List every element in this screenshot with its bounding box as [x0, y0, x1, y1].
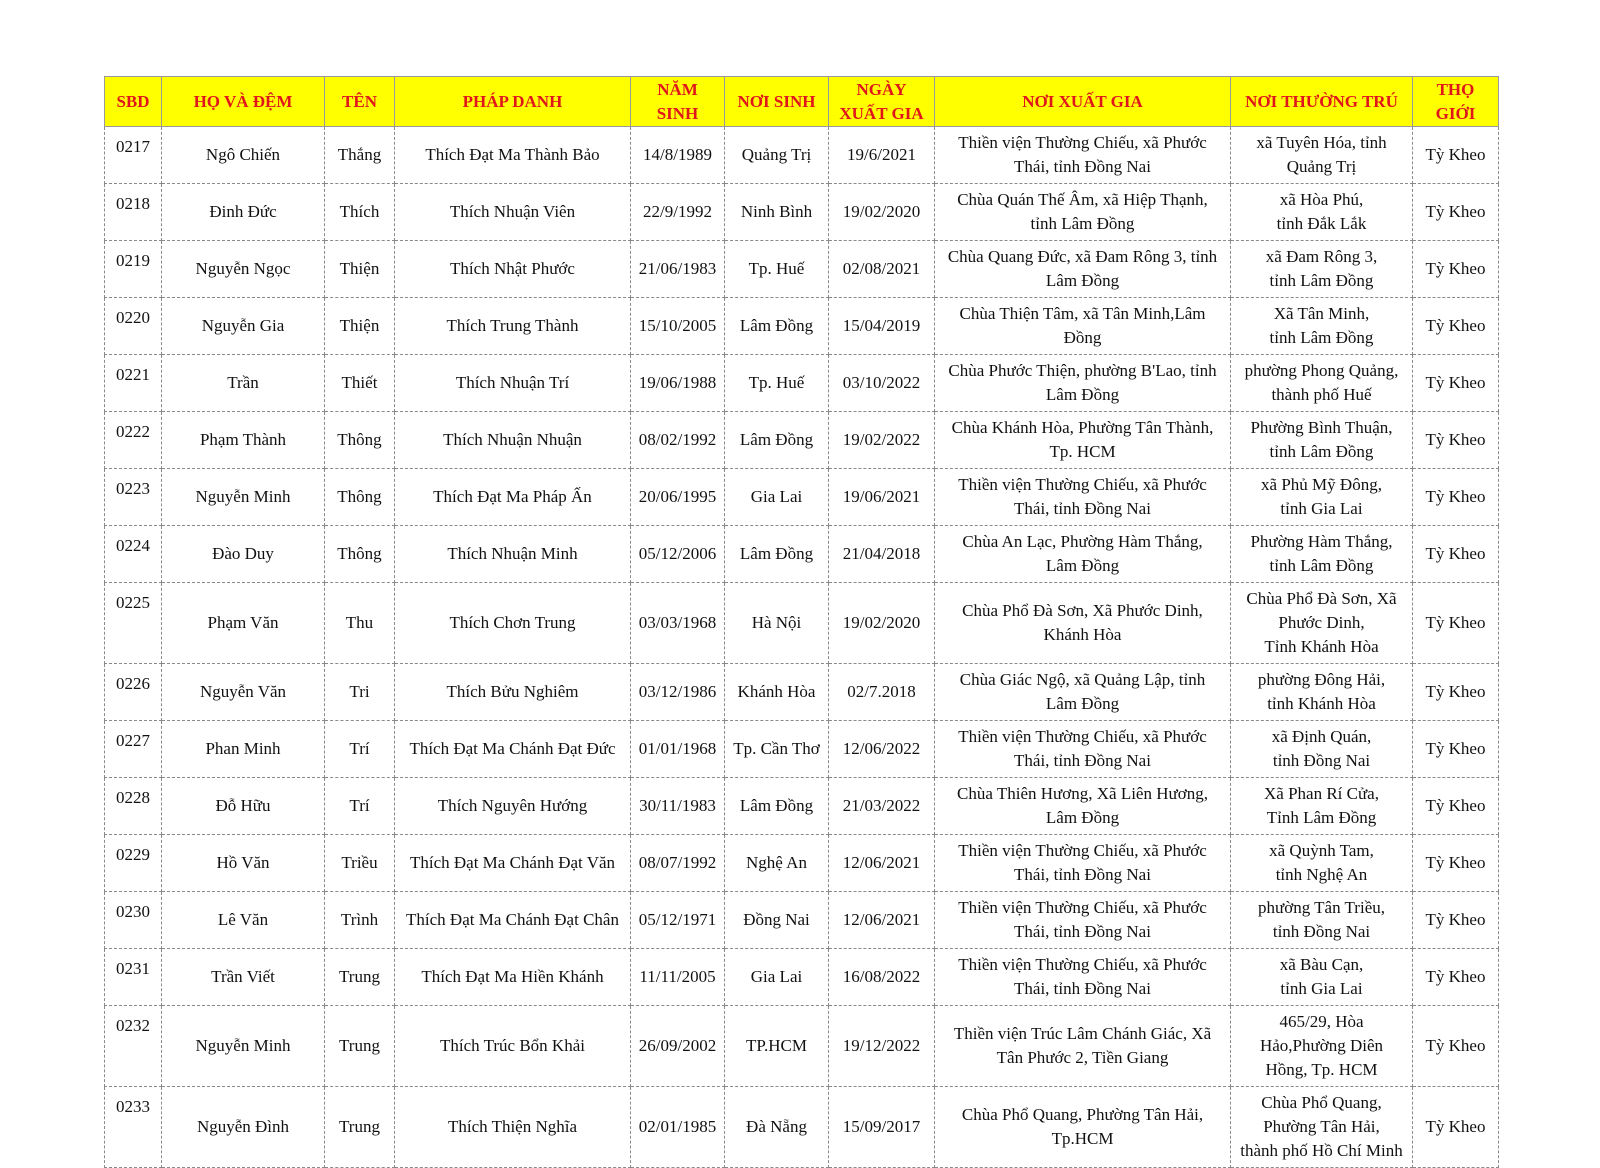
- table-row: [105, 184, 1499, 241]
- cell-tho-gioi: Tỳ Kheo: [1413, 355, 1499, 412]
- cell-noi-sinh: Gia Lai: [725, 949, 829, 1006]
- cell-tho-gioi: Tỳ Kheo: [1413, 184, 1499, 241]
- cell-tho-gioi: Tỳ Kheo: [1413, 241, 1499, 298]
- cell-ho-va-dem: Ngô Chiến: [162, 127, 325, 184]
- cell-phap-danh: Thích Nhuận Viên: [395, 184, 631, 241]
- cell-noi-sinh: TP.HCM: [725, 1006, 829, 1087]
- cell-tho-gioi: Tỳ Kheo: [1413, 892, 1499, 949]
- cell-phap-danh: Thích Đạt Ma Pháp Ấn: [395, 469, 631, 526]
- cell-ho-va-dem: Nguyễn Minh: [162, 1006, 325, 1087]
- cell-noi-sinh: Nghệ An: [725, 835, 829, 892]
- table-row: [105, 412, 1499, 469]
- cell-ngay-xuat-gia: 21/04/2018: [829, 526, 935, 583]
- table-row: [105, 355, 1499, 412]
- cell-noi-xuat-gia: Thiền viện Thường Chiếu, xã Phước Thái, tỉnh Đồng Nai: [935, 949, 1231, 1006]
- table-row: [105, 526, 1499, 583]
- cell-nam-sinh: 03/12/1986: [631, 664, 725, 721]
- cell-noi-sinh: Lâm Đồng: [725, 526, 829, 583]
- cell-noi-thuong-tru: 465/29, Hòa Hảo,Phường Diên Hồng, Tp. HCM: [1231, 1006, 1413, 1087]
- table-row: [105, 835, 1499, 892]
- cell-tho-gioi: Tỳ Kheo: [1413, 412, 1499, 469]
- cell-sbd: 0228: [105, 778, 162, 835]
- cell-nam-sinh: 05/12/2006: [631, 526, 725, 583]
- cell-ten: Trung: [325, 1087, 395, 1168]
- cell-nam-sinh: 20/06/1995: [631, 469, 725, 526]
- cell-ho-va-dem: Hồ Văn: [162, 835, 325, 892]
- table-row: [105, 892, 1499, 949]
- cell-nam-sinh: 22/9/1992: [631, 184, 725, 241]
- table-header-row: [105, 77, 1499, 127]
- table-row: [105, 664, 1499, 721]
- cell-ngay-xuat-gia: 19/06/2021: [829, 469, 935, 526]
- cell-tho-gioi: Tỳ Kheo: [1413, 949, 1499, 1006]
- cell-ho-va-dem: Nguyễn Đình: [162, 1087, 325, 1168]
- cell-ho-va-dem: Đỗ Hữu: [162, 778, 325, 835]
- cell-nam-sinh: 26/09/2002: [631, 1006, 725, 1087]
- cell-noi-xuat-gia: Chùa Phước Thiện, phường B'Lao, tỉnh Lâm Đồng: [935, 355, 1231, 412]
- cell-phap-danh: Thích Nhuận Nhuận: [395, 412, 631, 469]
- cell-noi-xuat-gia: Chùa Quang Đức, xã Đam Rông 3, tỉnh Lâm Đồng: [935, 241, 1231, 298]
- cell-tho-gioi: Tỳ Kheo: [1413, 1087, 1499, 1168]
- header-noi-xuat-gia: NƠI XUẤT GIA: [935, 77, 1231, 127]
- cell-ten: Thiết: [325, 355, 395, 412]
- cell-noi-xuat-gia: Chùa Thiên Hương, Xã Liên Hương, Lâm Đồng: [935, 778, 1231, 835]
- cell-noi-thuong-tru: xã Quỳnh Tam, tỉnh Nghệ An: [1231, 835, 1413, 892]
- cell-noi-thuong-tru: xã Phủ Mỹ Đông, tỉnh Gia Lai: [1231, 469, 1413, 526]
- cell-noi-xuat-gia: Chùa Thiện Tâm, xã Tân Minh,Lâm Đồng: [935, 298, 1231, 355]
- cell-ten: Trí: [325, 721, 395, 778]
- cell-tho-gioi: Tỳ Kheo: [1413, 1006, 1499, 1087]
- cell-phap-danh: Thích Đạt Ma Thành Bảo: [395, 127, 631, 184]
- cell-noi-sinh: Đồng Nai: [725, 892, 829, 949]
- cell-sbd: 0225: [105, 583, 162, 664]
- cell-phap-danh: Thích Nguyên Hướng: [395, 778, 631, 835]
- cell-noi-xuat-gia: Chùa An Lạc, Phường Hàm Thắng, Lâm Đồng: [935, 526, 1231, 583]
- cell-noi-xuat-gia: Thiền viện Thường Chiếu, xã Phước Thái, tỉnh Đồng Nai: [935, 127, 1231, 184]
- cell-ngay-xuat-gia: 16/08/2022: [829, 949, 935, 1006]
- cell-phap-danh: Thích Nhuận Minh: [395, 526, 631, 583]
- cell-noi-thuong-tru: xã Hòa Phú, tỉnh Đắk Lắk: [1231, 184, 1413, 241]
- table-row: [105, 127, 1499, 184]
- cell-noi-thuong-tru: Phường Bình Thuận, tỉnh Lâm Đồng: [1231, 412, 1413, 469]
- cell-phap-danh: Thích Thiện Nghĩa: [395, 1087, 631, 1168]
- table-row: [105, 298, 1499, 355]
- cell-ten: Thông: [325, 526, 395, 583]
- header-ho-va-dem: HỌ VÀ ĐỆM: [162, 77, 325, 127]
- cell-ten: Thiện: [325, 241, 395, 298]
- cell-sbd: 0229: [105, 835, 162, 892]
- cell-ngay-xuat-gia: 12/06/2022: [829, 721, 935, 778]
- cell-ngay-xuat-gia: 15/09/2017: [829, 1087, 935, 1168]
- cell-noi-sinh: Ninh Bình: [725, 184, 829, 241]
- table-row: [105, 721, 1499, 778]
- cell-tho-gioi: Tỳ Kheo: [1413, 664, 1499, 721]
- header-noi-sinh: NƠI SINH: [725, 77, 829, 127]
- cell-ngay-xuat-gia: 02/7.2018: [829, 664, 935, 721]
- cell-ngay-xuat-gia: 12/06/2021: [829, 835, 935, 892]
- cell-ho-va-dem: Phạm Thành: [162, 412, 325, 469]
- cell-nam-sinh: 05/12/1971: [631, 892, 725, 949]
- cell-noi-xuat-gia: Chùa Phổ Đà Sơn, Xã Phước Dinh, Khánh Hòa: [935, 583, 1231, 664]
- cell-noi-sinh: Lâm Đồng: [725, 412, 829, 469]
- cell-sbd: 0226: [105, 664, 162, 721]
- header-ten: TÊN: [325, 77, 395, 127]
- cell-ten: Tri: [325, 664, 395, 721]
- candidate-list-sheet: [104, 76, 1498, 1168]
- cell-phap-danh: Thích Trung Thành: [395, 298, 631, 355]
- cell-ten: Thích: [325, 184, 395, 241]
- cell-sbd: 0224: [105, 526, 162, 583]
- cell-ho-va-dem: Trần Viết: [162, 949, 325, 1006]
- cell-noi-sinh: Tp. Huế: [725, 355, 829, 412]
- table-body: [105, 127, 1499, 1168]
- cell-ten: Trung: [325, 1006, 395, 1087]
- cell-ho-va-dem: Nguyễn Gia: [162, 298, 325, 355]
- cell-ho-va-dem: Nguyễn Ngọc: [162, 241, 325, 298]
- cell-ngay-xuat-gia: 12/06/2021: [829, 892, 935, 949]
- cell-nam-sinh: 01/01/1968: [631, 721, 725, 778]
- cell-phap-danh: Thích Đạt Ma Chánh Đạt Đức: [395, 721, 631, 778]
- cell-noi-thuong-tru: xã Đam Rông 3, tỉnh Lâm Đồng: [1231, 241, 1413, 298]
- cell-noi-sinh: Lâm Đồng: [725, 778, 829, 835]
- header-tho-gioi: THỌ GIỚI: [1413, 77, 1499, 127]
- cell-ten: Triều: [325, 835, 395, 892]
- cell-noi-thuong-tru: Chùa Phổ Đà Sơn, Xã Phước Dinh, Tỉnh Khánh Hòa: [1231, 583, 1413, 664]
- cell-ho-va-dem: Lê Văn: [162, 892, 325, 949]
- cell-sbd: 0222: [105, 412, 162, 469]
- table-row: [105, 1087, 1499, 1168]
- cell-ten: Thu: [325, 583, 395, 664]
- cell-noi-sinh: Đà Nẵng: [725, 1087, 829, 1168]
- cell-ten: Thông: [325, 469, 395, 526]
- header-phap-danh: PHÁP DANH: [395, 77, 631, 127]
- header-noi-thuong-tru: NƠI THƯỜNG TRÚ: [1231, 77, 1413, 127]
- cell-nam-sinh: 14/8/1989: [631, 127, 725, 184]
- cell-phap-danh: Thích Đạt Ma Chánh Đạt Chân: [395, 892, 631, 949]
- cell-noi-xuat-gia: Chùa Quán Thế Âm, xã Hiệp Thạnh, tỉnh Lâm Đồng: [935, 184, 1231, 241]
- cell-nam-sinh: 19/06/1988: [631, 355, 725, 412]
- cell-tho-gioi: Tỳ Kheo: [1413, 835, 1499, 892]
- cell-noi-xuat-gia: Chùa Khánh Hòa, Phường Tân Thành, Tp. HCM: [935, 412, 1231, 469]
- cell-noi-thuong-tru: xã Bàu Cạn, tỉnh Gia Lai: [1231, 949, 1413, 1006]
- cell-ngay-xuat-gia: 19/02/2020: [829, 583, 935, 664]
- table-row: [105, 778, 1499, 835]
- cell-noi-thuong-tru: Phường Hàm Thắng, tỉnh Lâm Đồng: [1231, 526, 1413, 583]
- table-row: [105, 469, 1499, 526]
- table-row: [105, 1006, 1499, 1087]
- cell-ngay-xuat-gia: 19/6/2021: [829, 127, 935, 184]
- candidate-table: [104, 76, 1499, 1168]
- cell-phap-danh: Thích Bửu Nghiêm: [395, 664, 631, 721]
- cell-ngay-xuat-gia: 15/04/2019: [829, 298, 935, 355]
- cell-sbd: 0219: [105, 241, 162, 298]
- cell-phap-danh: Thích Đạt Ma Hiền Khánh: [395, 949, 631, 1006]
- cell-ho-va-dem: Trần: [162, 355, 325, 412]
- header-sbd: SBD: [105, 77, 162, 127]
- cell-ho-va-dem: Phan Minh: [162, 721, 325, 778]
- cell-ho-va-dem: Nguyễn Minh: [162, 469, 325, 526]
- header-nam-sinh: NĂM SINH: [631, 77, 725, 127]
- cell-ngay-xuat-gia: 03/10/2022: [829, 355, 935, 412]
- cell-ho-va-dem: Đinh Đức: [162, 184, 325, 241]
- cell-noi-xuat-gia: Thiền viện Thường Chiếu, xã Phước Thái, tỉnh Đồng Nai: [935, 892, 1231, 949]
- cell-nam-sinh: 08/07/1992: [631, 835, 725, 892]
- cell-noi-xuat-gia: Thiền viện Thường Chiếu, xã Phước Thái, tỉnh Đồng Nai: [935, 835, 1231, 892]
- cell-ten: Thông: [325, 412, 395, 469]
- cell-noi-sinh: Tp. Huế: [725, 241, 829, 298]
- cell-phap-danh: Thích Nhật Phước: [395, 241, 631, 298]
- cell-phap-danh: Thích Đạt Ma Chánh Đạt Văn: [395, 835, 631, 892]
- header-ngay-xuat-gia: NGÀY XUẤT GIA: [829, 77, 935, 127]
- cell-sbd: 0230: [105, 892, 162, 949]
- cell-noi-thuong-tru: Chùa Phổ Quang, Phường Tân Hải, thành phố Hồ Chí Minh: [1231, 1087, 1413, 1168]
- cell-sbd: 0220: [105, 298, 162, 355]
- cell-noi-xuat-gia: Chùa Phổ Quang, Phường Tân Hải, Tp.HCM: [935, 1087, 1231, 1168]
- cell-tho-gioi: Tỳ Kheo: [1413, 469, 1499, 526]
- cell-noi-xuat-gia: Thiền viện Thường Chiếu, xã Phước Thái, tỉnh Đồng Nai: [935, 469, 1231, 526]
- cell-sbd: 0233: [105, 1087, 162, 1168]
- cell-nam-sinh: 02/01/1985: [631, 1087, 725, 1168]
- cell-noi-thuong-tru: phường Đông Hải, tỉnh Khánh Hòa: [1231, 664, 1413, 721]
- cell-ho-va-dem: Phạm Văn: [162, 583, 325, 664]
- cell-sbd: 0223: [105, 469, 162, 526]
- cell-tho-gioi: Tỳ Kheo: [1413, 778, 1499, 835]
- cell-ngay-xuat-gia: 02/08/2021: [829, 241, 935, 298]
- cell-noi-thuong-tru: Xã Phan Rí Cửa, Tỉnh Lâm Đồng: [1231, 778, 1413, 835]
- table-row: [105, 583, 1499, 664]
- cell-noi-sinh: Gia Lai: [725, 469, 829, 526]
- cell-noi-sinh: Lâm Đồng: [725, 298, 829, 355]
- cell-sbd: 0232: [105, 1006, 162, 1087]
- cell-ngay-xuat-gia: 19/02/2022: [829, 412, 935, 469]
- cell-noi-sinh: Khánh Hòa: [725, 664, 829, 721]
- cell-ngay-xuat-gia: 19/12/2022: [829, 1006, 935, 1087]
- cell-tho-gioi: Tỳ Kheo: [1413, 583, 1499, 664]
- cell-sbd: 0217: [105, 127, 162, 184]
- cell-phap-danh: Thích Chơn Trung: [395, 583, 631, 664]
- cell-phap-danh: Thích Nhuận Trí: [395, 355, 631, 412]
- cell-ngay-xuat-gia: 21/03/2022: [829, 778, 935, 835]
- cell-noi-xuat-gia: Chùa Giác Ngộ, xã Quảng Lập, tỉnh Lâm Đồng: [935, 664, 1231, 721]
- cell-tho-gioi: Tỳ Kheo: [1413, 721, 1499, 778]
- cell-nam-sinh: 11/11/2005: [631, 949, 725, 1006]
- cell-sbd: 0227: [105, 721, 162, 778]
- cell-ten: Thiện: [325, 298, 395, 355]
- table-row: [105, 241, 1499, 298]
- cell-noi-sinh: Quảng Trị: [725, 127, 829, 184]
- cell-noi-thuong-tru: phường Tân Triều, tỉnh Đồng Nai: [1231, 892, 1413, 949]
- cell-noi-thuong-tru: Xã Tân Minh, tỉnh Lâm Đồng: [1231, 298, 1413, 355]
- cell-noi-sinh: Tp. Cần Thơ: [725, 721, 829, 778]
- cell-nam-sinh: 30/11/1983: [631, 778, 725, 835]
- cell-ngay-xuat-gia: 19/02/2020: [829, 184, 935, 241]
- cell-ten: Trình: [325, 892, 395, 949]
- cell-ten: Trí: [325, 778, 395, 835]
- cell-noi-sinh: Hà Nội: [725, 583, 829, 664]
- cell-tho-gioi: Tỳ Kheo: [1413, 526, 1499, 583]
- cell-noi-xuat-gia: Thiền viện Thường Chiếu, xã Phước Thái, tỉnh Đồng Nai: [935, 721, 1231, 778]
- cell-sbd: 0218: [105, 184, 162, 241]
- cell-nam-sinh: 21/06/1983: [631, 241, 725, 298]
- cell-ten: Thắng: [325, 127, 395, 184]
- cell-nam-sinh: 03/03/1968: [631, 583, 725, 664]
- cell-tho-gioi: Tỳ Kheo: [1413, 127, 1499, 184]
- cell-ten: Trung: [325, 949, 395, 1006]
- cell-phap-danh: Thích Trúc Bổn Khải: [395, 1006, 631, 1087]
- cell-noi-thuong-tru: xã Định Quán, tỉnh Đồng Nai: [1231, 721, 1413, 778]
- cell-noi-xuat-gia: Thiền viện Trúc Lâm Chánh Giác, Xã Tân Phước 2, Tiền Giang: [935, 1006, 1231, 1087]
- table-row: [105, 949, 1499, 1006]
- cell-tho-gioi: Tỳ Kheo: [1413, 298, 1499, 355]
- cell-noi-thuong-tru: phường Phong Quảng, thành phố Huế: [1231, 355, 1413, 412]
- cell-ho-va-dem: Đào Duy: [162, 526, 325, 583]
- cell-nam-sinh: 08/02/1992: [631, 412, 725, 469]
- cell-noi-thuong-tru: xã Tuyên Hóa, tỉnh Quảng Trị: [1231, 127, 1413, 184]
- cell-nam-sinh: 15/10/2005: [631, 298, 725, 355]
- cell-sbd: 0231: [105, 949, 162, 1006]
- cell-ho-va-dem: Nguyễn Văn: [162, 664, 325, 721]
- cell-sbd: 0221: [105, 355, 162, 412]
